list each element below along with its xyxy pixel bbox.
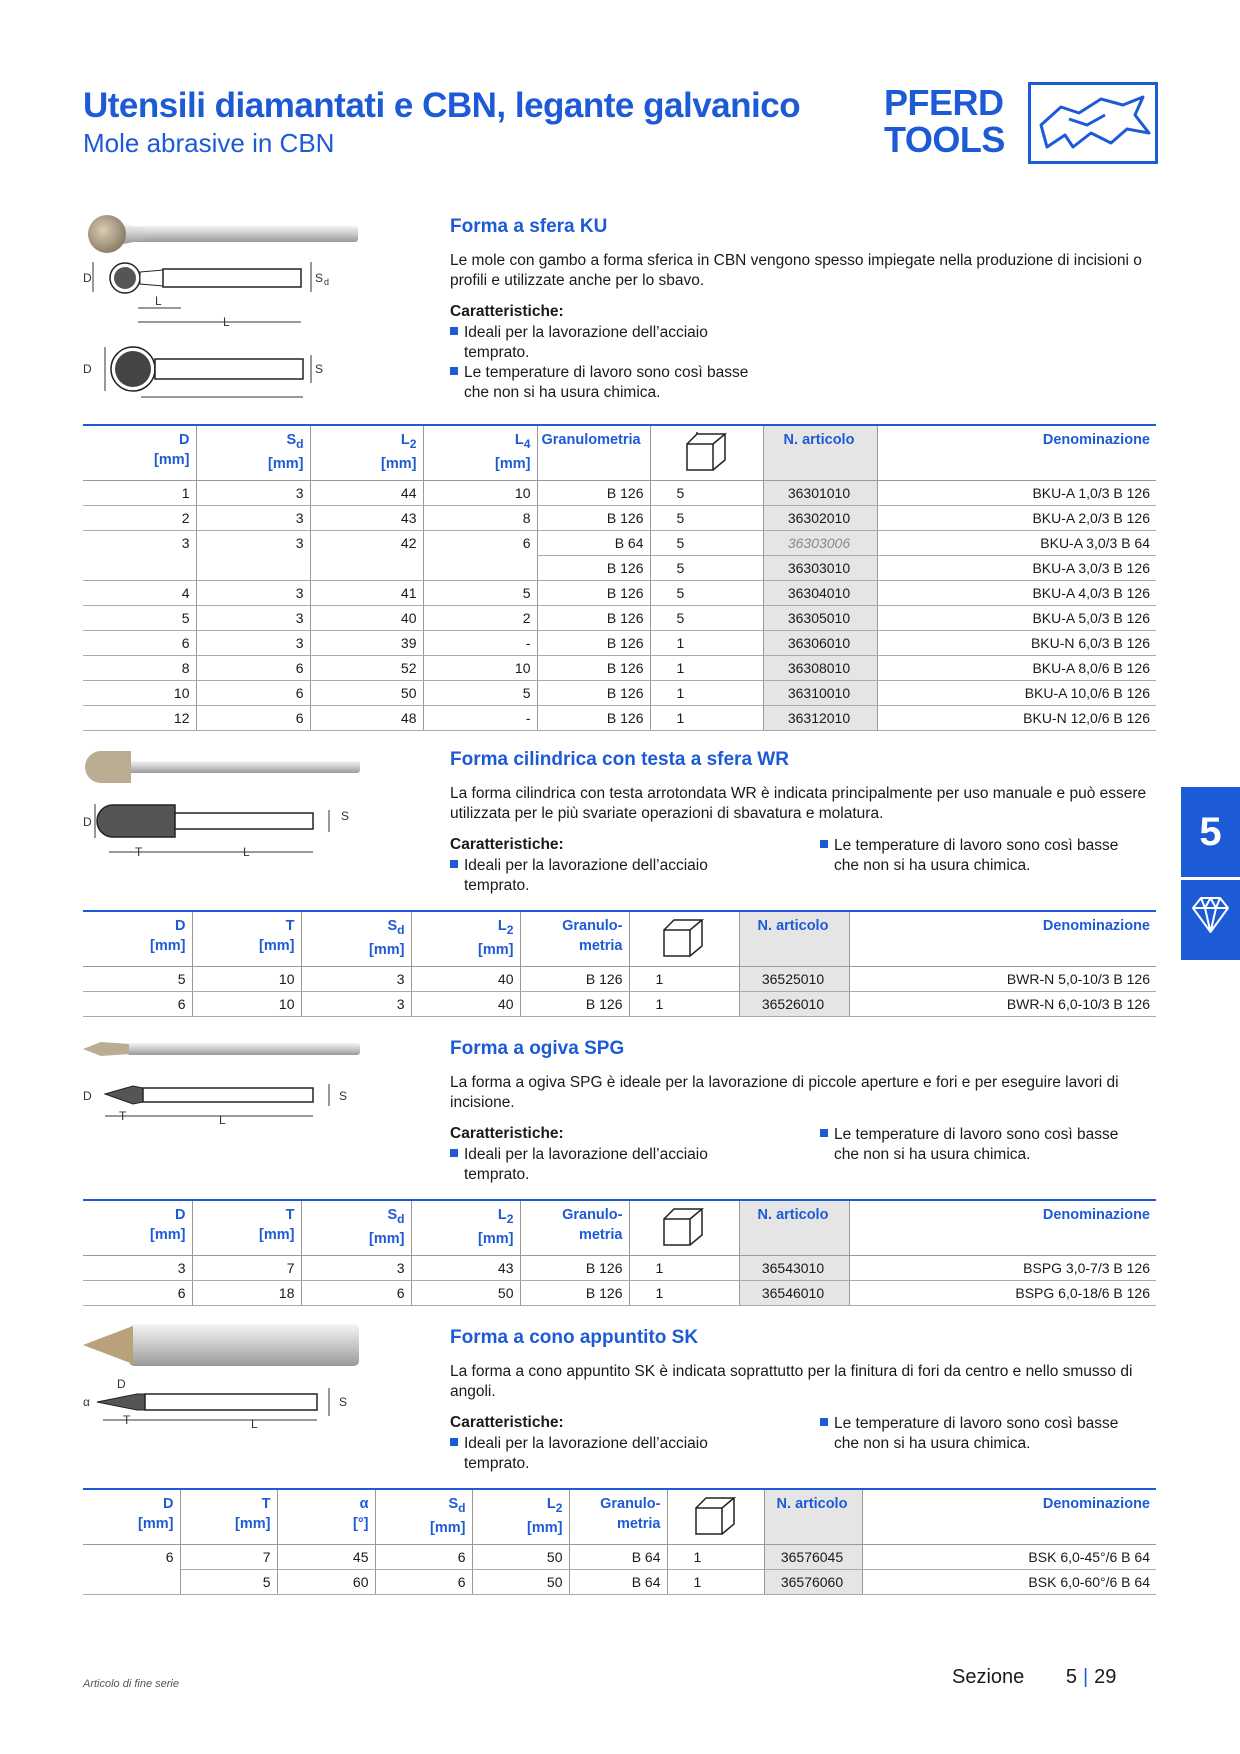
dim-label-s-sub: d: [324, 277, 330, 287]
table-cell: B 126: [537, 656, 650, 681]
col-t: T [mm]: [180, 1489, 277, 1545]
horse-logo-icon: [1028, 82, 1158, 164]
table-cell: 36306010: [763, 631, 877, 656]
table-cell: 52: [310, 656, 423, 681]
logo-line1: PFERD: [884, 82, 1004, 123]
ku-dimension-drawing-small: [83, 258, 363, 343]
table-cell: 6: [196, 656, 310, 681]
table-cell: 44: [310, 481, 423, 506]
dim-label-s-sk: S: [339, 1395, 348, 1409]
table-cell: 36546010: [739, 1281, 849, 1306]
table-cell: BSPG 3,0-7/3 B 126: [849, 1256, 1156, 1281]
table-cell: 3: [301, 967, 411, 992]
table-cell: 45: [277, 1545, 375, 1570]
table-spg: [83, 1199, 1156, 1306]
footer-section-label: Sezione: [952, 1666, 1025, 1688]
ku-tool-photo: [83, 214, 363, 259]
section-title-wr: Forma cilindrica con testa a sfera WR: [450, 749, 789, 770]
table-row: [83, 1570, 1156, 1595]
col-article: N. articolo: [739, 911, 849, 967]
bullet-2-wr: Le temperature di lavoro sono così basse che non si ha usura chimica.: [820, 836, 1120, 876]
table-row: [83, 1256, 1156, 1281]
col-granulometria: Granulo- metria: [520, 1200, 629, 1256]
table-cell: B 64: [569, 1570, 667, 1595]
table-cell: B 126: [520, 1256, 629, 1281]
table-cell: 1: [83, 481, 196, 506]
table-cell: 43: [411, 1256, 520, 1281]
table-cell: 3: [301, 1256, 411, 1281]
col-designation: Denominazione: [849, 1200, 1156, 1256]
table-cell: 5: [650, 606, 763, 631]
table-cell: 6: [83, 1281, 192, 1306]
col-l2: $L_2$ [mm]: [472, 1489, 569, 1545]
table-cell: 3: [196, 631, 310, 656]
col-l2: $L_2$ [mm]: [411, 1200, 520, 1256]
table-ku: [83, 424, 1156, 731]
table-cell: 8: [423, 506, 537, 531]
bullet-2-ku: Le temperature di lavoro sono così basse che non si ha usura chimica.: [450, 363, 750, 403]
table-cell: 50: [411, 1281, 520, 1306]
dim-label-l2-wr: L: [243, 845, 250, 859]
col-article: N. articolo: [739, 1200, 849, 1256]
table-cell: B 126: [537, 606, 650, 631]
table-cell: [310, 556, 423, 581]
table-cell: BWR-N 6,0-10/3 B 126: [849, 992, 1156, 1017]
dim-label-d: D: [83, 271, 92, 285]
table-cell: BKU-A 3,0/3 B 64: [877, 531, 1156, 556]
col-sd: $S_d$ [mm]: [375, 1489, 472, 1545]
table-cell: 10: [423, 656, 537, 681]
col-d: D [mm]: [83, 1200, 192, 1256]
dim-label-s: S: [315, 271, 324, 285]
table-sk: [83, 1488, 1156, 1595]
table-cell: B 126: [520, 992, 629, 1017]
char-label-ku: Caratteristiche:: [450, 303, 564, 320]
table-cell: 3: [196, 606, 310, 631]
section-title-ku: Forma a sfera KU: [450, 216, 608, 237]
table-row: [83, 656, 1156, 681]
table-cell: 50: [472, 1545, 569, 1570]
table-cell: BKU-A 3,0/3 B 126: [877, 556, 1156, 581]
char-label-sk: Caratteristiche:: [450, 1414, 564, 1431]
table-cell: 50: [472, 1570, 569, 1595]
table-cell: 36576045: [764, 1545, 862, 1570]
table-cell: B 64: [537, 531, 650, 556]
table-row: [83, 706, 1156, 731]
table-cell: 6: [165, 1549, 174, 1566]
dim-label-t-wr: T: [135, 845, 143, 859]
table-cell: B 64: [569, 1545, 667, 1570]
char-label-spg: Caratteristiche:: [450, 1125, 564, 1142]
table-cell: BKU-N 6,0/3 B 126: [877, 631, 1156, 656]
col-sd: $S_d$ [mm]: [196, 425, 310, 481]
table-cell: 3: [181, 535, 190, 552]
table-cell: 36302010: [763, 506, 877, 531]
table-cell: 1: [629, 992, 739, 1017]
table-cell: B 126: [537, 631, 650, 656]
table-cell: BSK 6,0-45°/6 B 64: [862, 1545, 1156, 1570]
table-cell: 1: [629, 967, 739, 992]
col-designation: Denominazione: [862, 1489, 1156, 1545]
col-t: T [mm]: [192, 911, 301, 967]
package-icon: [660, 916, 706, 958]
section-desc-ku: Le mole con gambo a forma sferica in CBN vengono spesso impiegate nella produzione di incisioni o profili e utilizzate anche per lo sbavo.: [450, 252, 1142, 289]
bullet-2-sk: Le temperature di lavoro sono così basse che non si ha usura chimica.: [820, 1414, 1120, 1454]
dim-label-s2: S: [315, 362, 324, 376]
table-cell: 36543010: [739, 1256, 849, 1281]
col-granulometria: Granulo- metria: [520, 911, 629, 967]
col-designation: Denominazione: [877, 425, 1156, 481]
dim-label-d2: D: [83, 362, 92, 376]
table-row: [83, 631, 1156, 656]
table-cell: 39: [310, 631, 423, 656]
table-wr: [83, 910, 1156, 1017]
table-cell: 6: [423, 531, 537, 556]
table-cell: BKU-A 10,0/6 B 126: [877, 681, 1156, 706]
table-cell: 6: [83, 631, 196, 656]
table-cell: [83, 556, 196, 581]
table-cell: 7: [192, 1256, 301, 1281]
table-cell: 36526010: [739, 992, 849, 1017]
table-cell: 5: [180, 1570, 277, 1595]
table-cell: 48: [310, 706, 423, 731]
wr-tool-photo: [83, 749, 363, 790]
table-row: [83, 681, 1156, 706]
table-cell: 1: [629, 1256, 739, 1281]
col-granulometria: Granulo- metria: [569, 1489, 667, 1545]
table-cell: [83, 1570, 180, 1595]
table-cell: B 126: [520, 967, 629, 992]
char-label-wr: Caratteristiche:: [450, 836, 564, 853]
table-cell: 36303010: [763, 556, 877, 581]
table-cell: 6: [301, 1281, 411, 1306]
table-cell: 36303006: [763, 531, 877, 556]
col-pack: [667, 1489, 764, 1545]
table-row: [83, 506, 1156, 531]
col-d: D [mm]: [83, 425, 196, 481]
col-article: N. articolo: [763, 425, 877, 481]
table-cell: B 126: [537, 556, 650, 581]
dim-label-l2-spg: L: [219, 1113, 226, 1127]
table-cell: 36301010: [763, 481, 877, 506]
table-cell: B 126: [537, 581, 650, 606]
table-cell: 36305010: [763, 606, 877, 631]
col-sd: $S_d$ [mm]: [301, 1200, 411, 1256]
table-cell: -: [423, 706, 537, 731]
bullet-1-wr: Ideali per la lavorazione dell’acciaio temprato.: [450, 856, 750, 896]
table-cell: 5: [650, 531, 763, 556]
table-cell: 3: [83, 1256, 192, 1281]
table-cell: 6: [196, 706, 310, 731]
table-cell: B 126: [520, 1281, 629, 1306]
table-cell: 5: [423, 681, 537, 706]
dim-label-s-spg: S: [339, 1089, 348, 1103]
ku-dimension-drawing-large: [83, 345, 363, 410]
table-cell: 36308010: [763, 656, 877, 681]
table-cell: 5: [423, 581, 537, 606]
table-cell: 40: [411, 992, 520, 1017]
col-alpha: α [°]: [277, 1489, 375, 1545]
table-cell: [423, 556, 537, 581]
section-tab[interactable]: 5: [1181, 787, 1240, 877]
col-l2: $L_2$ [mm]: [411, 911, 520, 967]
table-cell: 36312010: [763, 706, 877, 731]
col-l2: $L_2$ [mm]: [310, 425, 423, 481]
col-pack: [629, 1200, 739, 1256]
table-cell: 4: [83, 581, 196, 606]
col-article: N. articolo: [764, 1489, 862, 1545]
table-cell: 18: [192, 1281, 301, 1306]
table-cell: 5: [650, 581, 763, 606]
table-cell: 40: [310, 606, 423, 631]
table-cell: 1: [650, 681, 763, 706]
table-cell: 1: [629, 1281, 739, 1306]
table-cell: BKU-A 4,0/3 B 126: [877, 581, 1156, 606]
table-cell: 3: [196, 506, 310, 531]
col-d: D [mm]: [83, 1489, 180, 1545]
table-cell: 6: [83, 992, 192, 1017]
col-pack: [650, 425, 763, 481]
spg-dimension-drawing: [83, 1080, 363, 1137]
table-cell: 1: [650, 631, 763, 656]
table-cell: 41: [310, 581, 423, 606]
table-cell: 10: [192, 967, 301, 992]
table-cell: 2: [423, 606, 537, 631]
table-cell: 1: [650, 656, 763, 681]
dim-label-d-sk: D: [117, 1377, 126, 1391]
bullet-2-spg: Le temperature di lavoro sono così basse che non si ha usura chimica.: [820, 1125, 1120, 1165]
dim-label-d-wr: D: [83, 815, 92, 829]
section-desc-wr: La forma cilindrica con testa arrotondata WR è indicata principalmente per uso manuale e può essere utilizzata per le più svariate operazioni di sbavatura e molatura.: [450, 785, 1147, 822]
section-desc-sk: La forma a cono appuntito SK è indicata soprattutto per la finitura di fori da centro e nello smusso di angoli.: [450, 1363, 1133, 1400]
table-cell: 1: [667, 1545, 764, 1570]
table-cell: B 126: [537, 481, 650, 506]
dim-label-s-wr: S: [341, 809, 350, 823]
dim-label-l4: L: [155, 294, 162, 308]
logo-line2: TOOLS: [884, 119, 1005, 160]
table-cell: 6: [375, 1570, 472, 1595]
table-row: [83, 992, 1156, 1017]
diamond-tab[interactable]: [1181, 880, 1240, 960]
table-row: [83, 1281, 1156, 1306]
bullet-1-sk: Ideali per la lavorazione dell’acciaio temprato.: [450, 1434, 750, 1474]
table-cell: 36310010: [763, 681, 877, 706]
spg-tool-photo: [83, 1040, 363, 1063]
dim-label-alpha-sk: α: [83, 1395, 90, 1409]
table-cell: 10: [423, 481, 537, 506]
footnote: Articolo di fine serie: [83, 1678, 179, 1690]
dim-label-d-spg: D: [83, 1089, 92, 1103]
table-cell: [196, 556, 310, 581]
table-cell: 60: [277, 1570, 375, 1595]
dim-label-t-sk: T: [123, 1413, 131, 1427]
table-cell: 2: [83, 506, 196, 531]
dim-label-l2: L: [223, 315, 230, 329]
table-cell: BKU-A 1,0/3 B 126: [877, 481, 1156, 506]
table-row: [83, 581, 1156, 606]
table-cell: 36525010: [739, 967, 849, 992]
footer-page: 29: [1094, 1666, 1117, 1688]
col-d: D [mm]: [83, 911, 192, 967]
dim-label-t-spg: T: [119, 1109, 127, 1123]
table-cell: 50: [310, 681, 423, 706]
package-icon: [692, 1494, 738, 1536]
table-cell: BWR-N 5,0-10/3 B 126: [849, 967, 1156, 992]
table-cell: 43: [310, 506, 423, 531]
bullet-1-ku: Ideali per la lavorazione dell’acciaio temprato.: [450, 323, 750, 363]
table-cell: 6: [196, 681, 310, 706]
col-sd: $S_d$ [mm]: [301, 911, 411, 967]
table-cell: BKU-N 12,0/6 B 126: [877, 706, 1156, 731]
table-cell: 5: [83, 967, 192, 992]
pferd-logo: [884, 82, 1158, 166]
table-cell: 36576060: [764, 1570, 862, 1595]
table-cell: 42: [310, 531, 423, 556]
table-cell: BKU-A 8,0/6 B 126: [877, 656, 1156, 681]
col-designation: Denominazione: [849, 911, 1156, 967]
table-cell: 3: [196, 481, 310, 506]
table-cell: 5: [83, 606, 196, 631]
table-cell: BKU-A 5,0/3 B 126: [877, 606, 1156, 631]
section-title-sk: Forma a cono appuntito SK: [450, 1327, 699, 1348]
col-l4: $L_4$ [mm]: [423, 425, 537, 481]
table-cell: BKU-A 2,0/3 B 126: [877, 506, 1156, 531]
col-granulometria: Granulometria: [537, 425, 650, 481]
table-cell: B 126: [537, 506, 650, 531]
table-cell: 5: [650, 506, 763, 531]
footer-section: 5: [1065, 1666, 1077, 1688]
table-cell: 40: [411, 967, 520, 992]
table-cell: 1: [650, 706, 763, 731]
table-cell: -: [423, 631, 537, 656]
col-t: T [mm]: [192, 1200, 301, 1256]
table-row: [83, 606, 1156, 631]
page-footer: Sezione 5 | 29: [952, 1666, 1117, 1688]
table-cell: BSPG 6,0-18/6 B 126: [849, 1281, 1156, 1306]
table-row: [83, 967, 1156, 992]
table-cell: B 126: [537, 681, 650, 706]
table-cell: 3: [196, 581, 310, 606]
section-desc-spg: La forma a ogiva SPG è ideale per la lavorazione di piccole aperture e fori e per eseguire lavori di incisione.: [450, 1074, 1119, 1111]
table-cell: 1: [667, 1570, 764, 1595]
dim-label-l2-sk: L: [251, 1417, 258, 1431]
table-cell: 5: [650, 556, 763, 581]
sk-tool-photo: [83, 1322, 363, 1373]
wr-dimension-drawing: [83, 802, 363, 867]
page-subtitle: Mole abrasive in CBN: [83, 128, 335, 158]
section-title-spg: Forma a ogiva SPG: [450, 1038, 625, 1059]
table-cell: 3: [301, 992, 411, 1017]
page-title: Utensili diamantati e CBN, legante galvanico: [83, 86, 801, 125]
table-row: [83, 531, 1156, 556]
table-cell: 7: [180, 1545, 277, 1570]
table-cell: 10: [192, 992, 301, 1017]
package-icon: [660, 1205, 706, 1247]
diamond-icon: [1181, 880, 1240, 960]
table-row: [83, 556, 1156, 581]
table-cell: 3: [196, 531, 310, 556]
table-cell: BSK 6,0-60°/6 B 64: [862, 1570, 1156, 1595]
col-pack: [629, 911, 739, 967]
package-icon: [683, 430, 729, 472]
sk-dimension-drawing: [83, 1374, 363, 1441]
bullet-1-spg: Ideali per la lavorazione dell’acciaio temprato.: [450, 1145, 750, 1185]
table-row: [83, 1545, 1156, 1570]
table-cell: B 126: [537, 706, 650, 731]
table-cell: 5: [650, 481, 763, 506]
table-cell: 12: [83, 706, 196, 731]
table-cell: 10: [83, 681, 196, 706]
table-cell: 6: [375, 1545, 472, 1570]
table-cell: 36304010: [763, 581, 877, 606]
table-cell: 8: [83, 656, 196, 681]
table-row: [83, 481, 1156, 506]
